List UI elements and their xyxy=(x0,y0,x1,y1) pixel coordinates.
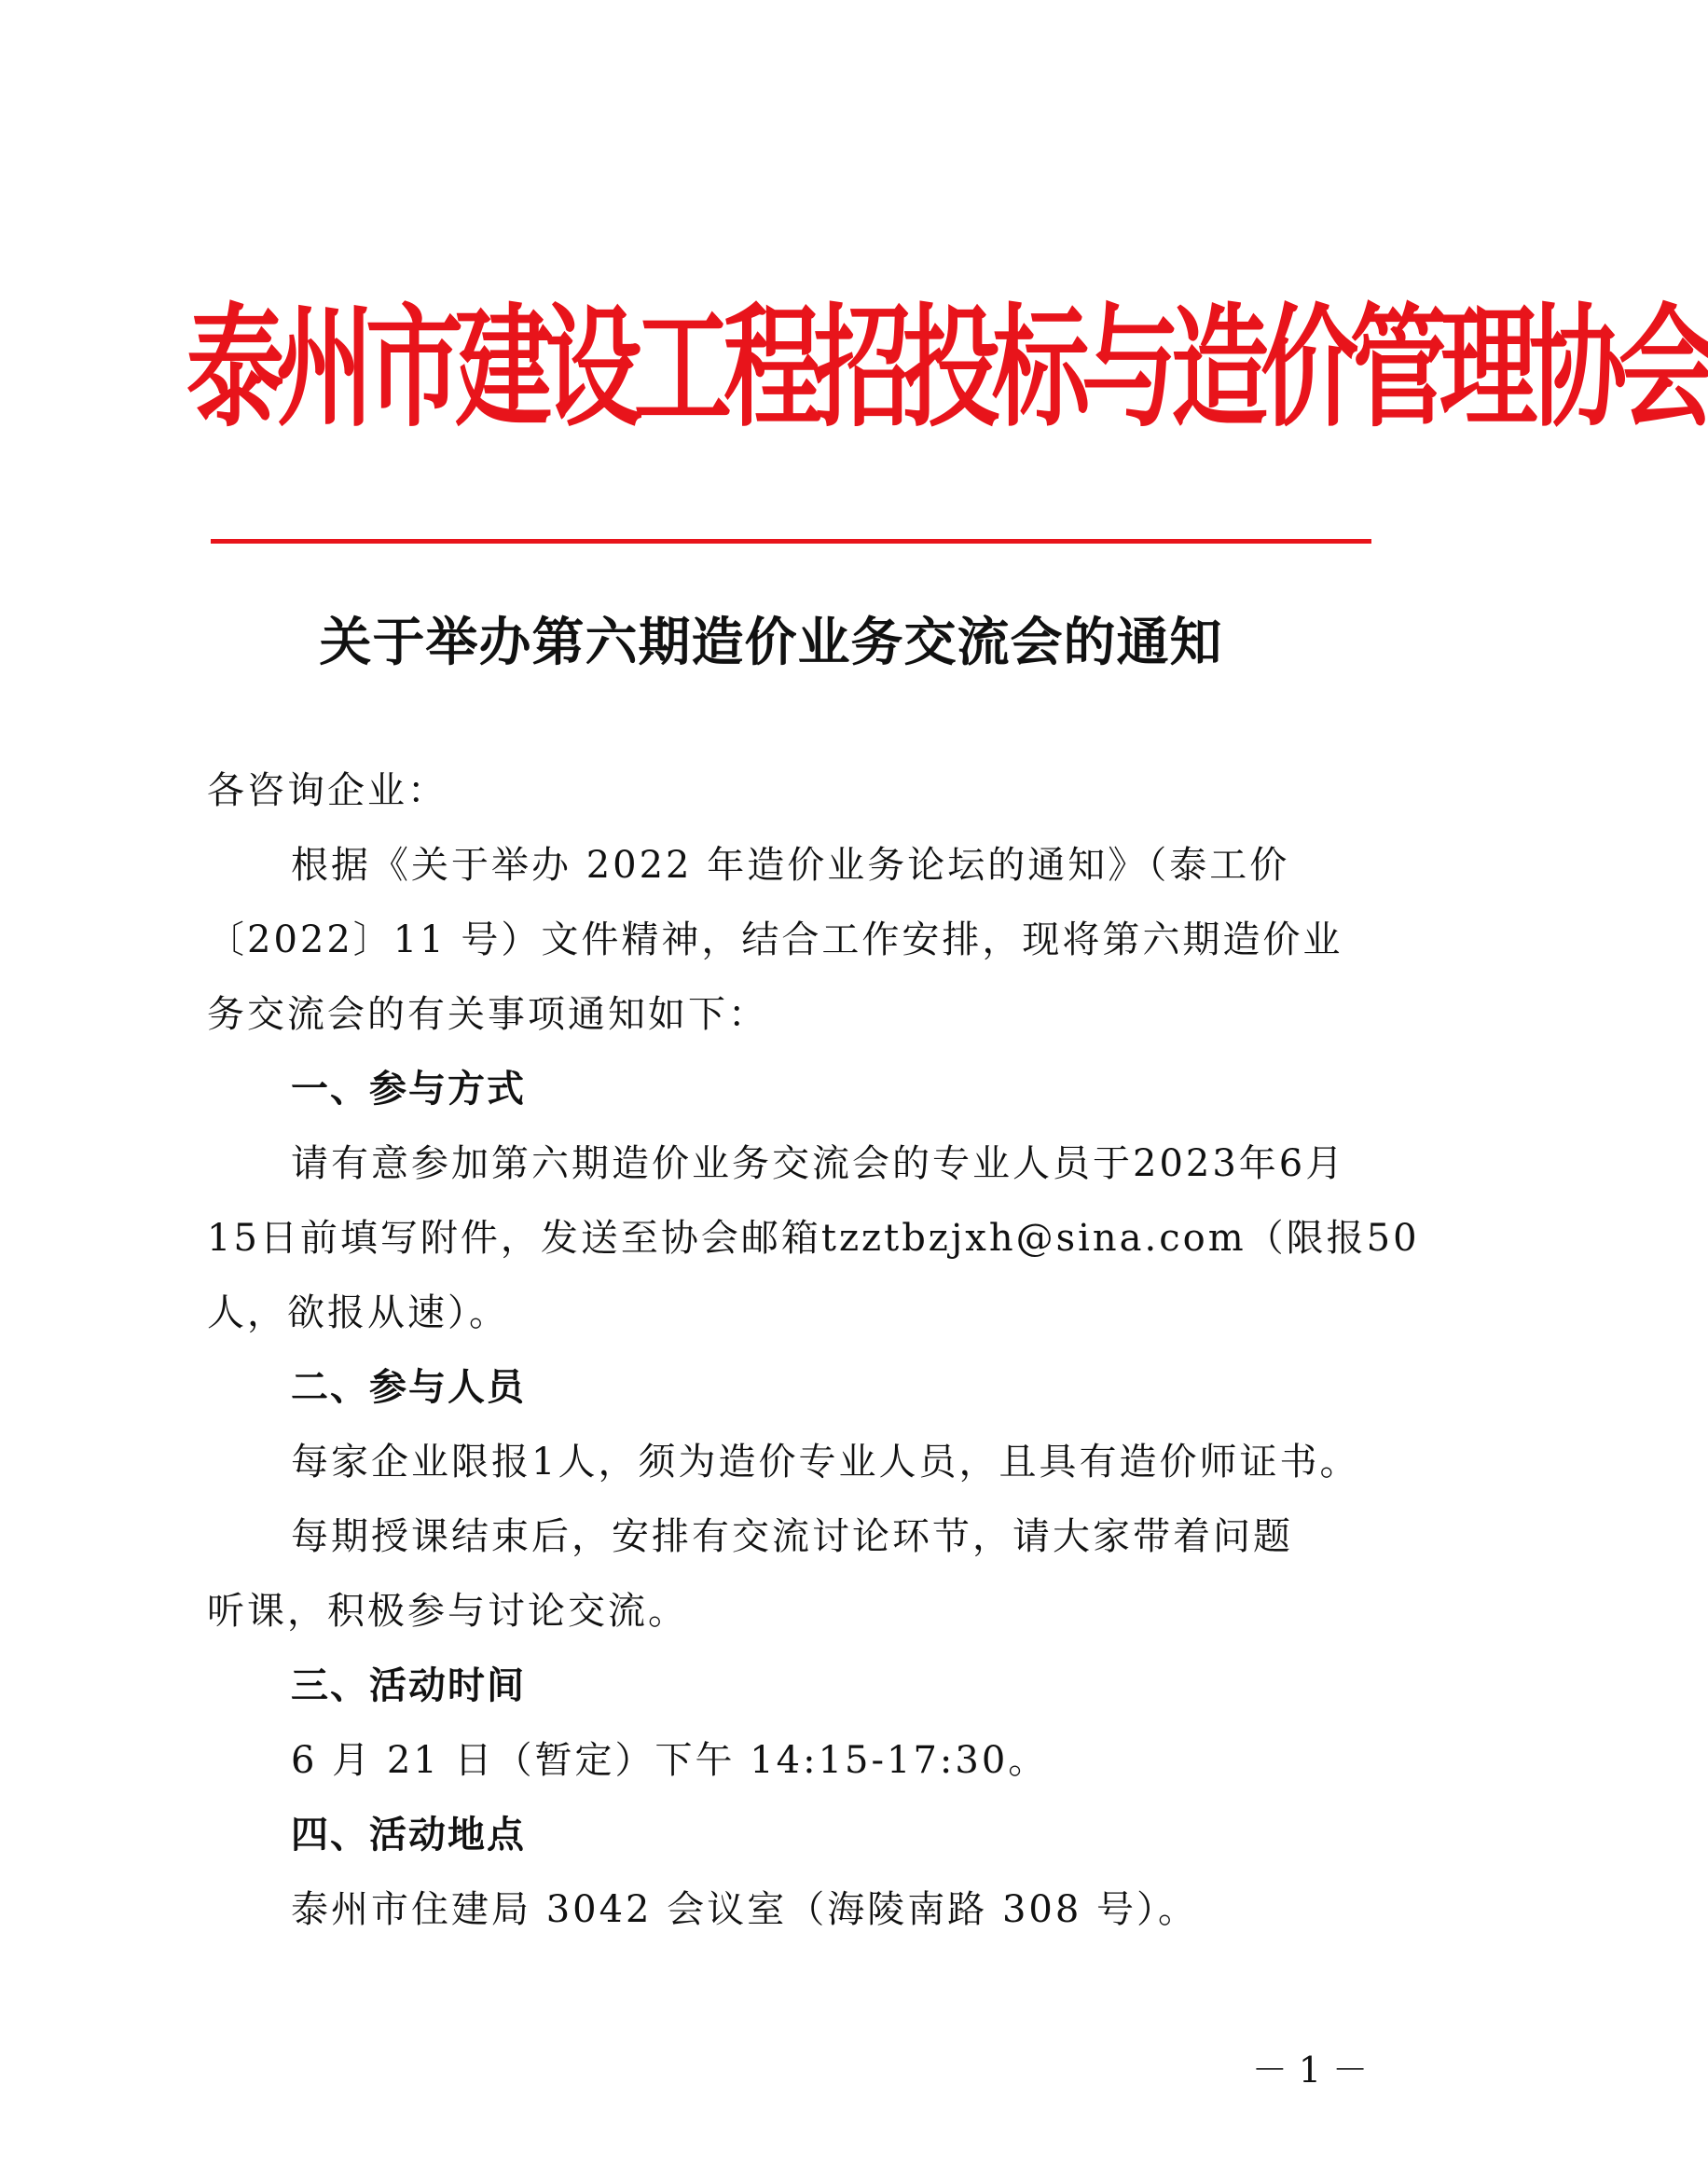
intro-line-1: 根据《关于举办 2022 年造价业务论坛的通知》（泰工价 xyxy=(291,844,1290,887)
section-4-line-1: 泰州市住建局 3042 会议室（海陵南路 308 号）。 xyxy=(291,1888,1199,1931)
section-heading-event-location: 四、活动地点 xyxy=(291,1814,526,1857)
intro-line-2: 〔2022〕11 号）文件精神，结合工作安排，现将第六期造价业 xyxy=(207,918,1343,961)
intro-line-3: 务交流会的有关事项通知如下： xyxy=(207,993,768,1036)
section-heading-participants: 二、参与人员 xyxy=(291,1366,526,1409)
section-1-line-3: 人，欲报从速）。 xyxy=(207,1291,509,1334)
section-2-line-3: 听课，积极参与讨论交流。 xyxy=(207,1590,688,1633)
organization-letterhead: 泰州市建设工程招投标与造价管理协会 xyxy=(186,291,1708,446)
section-3-line-1: 6 月 21 日（暂定）下午 14:15-17:30。 xyxy=(291,1739,1049,1782)
section-heading-participation-method: 一、参与方式 xyxy=(291,1068,526,1111)
notice-title: 关于举办第六期造价业务交流会的通知 xyxy=(319,613,1223,673)
section-1-line-1: 请有意参加第六期造价业务交流会的专业人员于2023年6月 xyxy=(291,1142,1346,1185)
salutation: 各咨询企业： xyxy=(207,769,448,812)
page-number: － 1 － xyxy=(1251,2050,1369,2091)
section-heading-event-time: 三、活动时间 xyxy=(291,1664,526,1707)
section-1-line-2: 15日前填写附件，发送至协会邮箱tzztbzjxh@sina.com（限报50 xyxy=(207,1217,1420,1260)
red-divider-line xyxy=(211,539,1371,544)
section-2-line-2: 每期授课结束后，安排有交流讨论环节，请大家带着问题 xyxy=(291,1515,1293,1558)
section-2-line-1: 每家企业限报1人，须为造价专业人员，且具有造价师证书。 xyxy=(291,1441,1360,1484)
